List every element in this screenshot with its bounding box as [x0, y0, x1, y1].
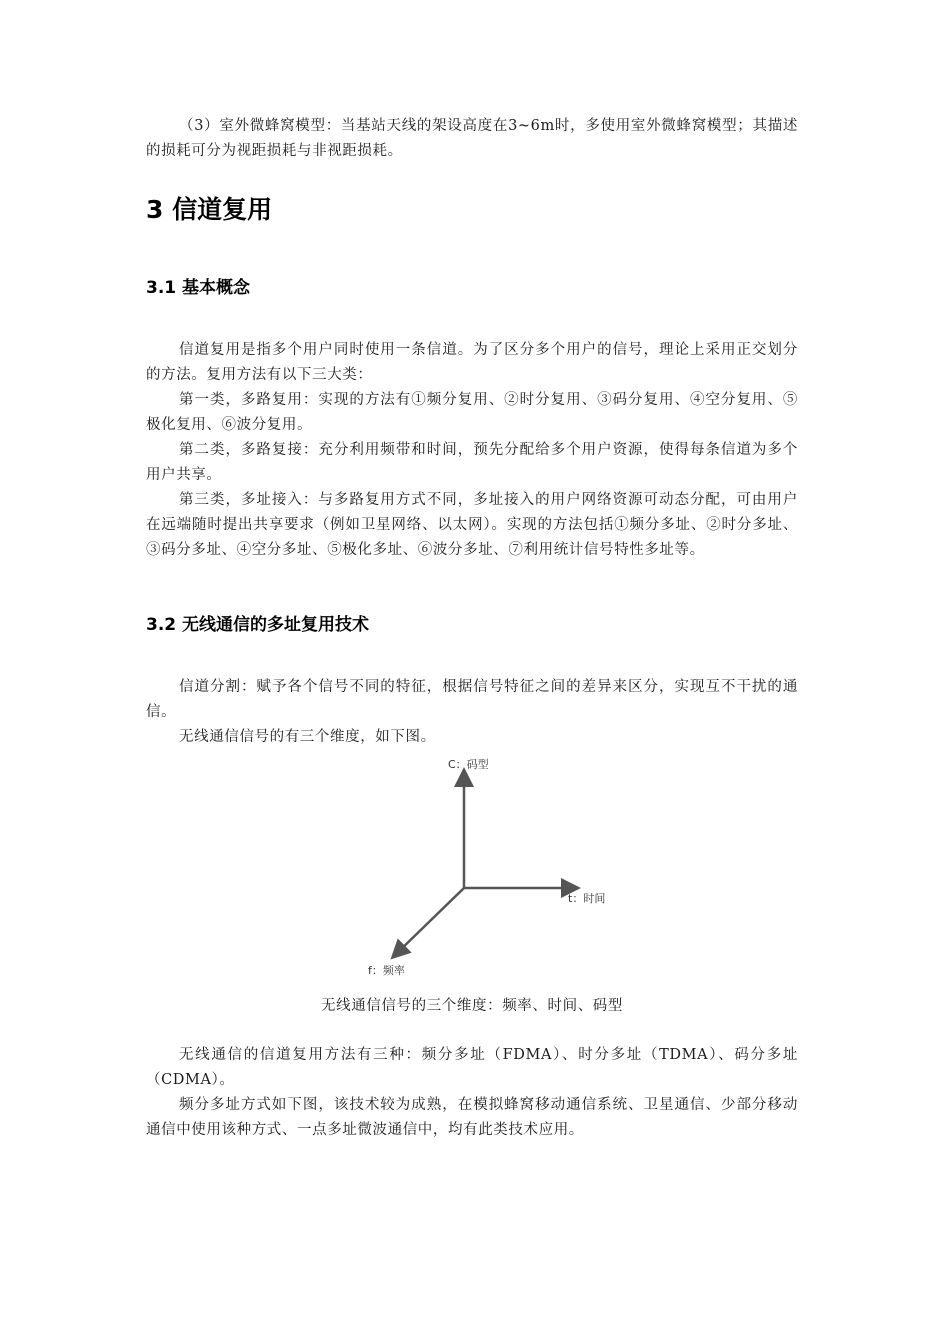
paragraph: 信道复用是指多个用户同时使用一条信道。为了区分多个用户的信号，理论上采用正交划分的方法。复用方法有以下三大类：	[146, 342, 798, 383]
section-3-1-body	[146, 338, 798, 563]
paragraph: 第一类，多路复用：实现的方法有①频分复用、②时分复用、③码分复用、④空分复用、⑤极化复用、⑥波分复用。	[146, 392, 798, 433]
f-axis-line	[394, 888, 464, 956]
section-3-2-body	[146, 675, 798, 750]
intro-paragraph: （3）室外微蜂窝模型：当基站天线的架设高度在3~6m时，多使用室外微蜂窝模型；其描述的损耗可分为视距损耗与非视距损耗。	[146, 118, 798, 159]
paragraph: 第三类，多址接入：与多路复用方式不同，多址接入的用户网络资源可动态分配，可由用户在远端随时提出共享要求（例如卫星网络、以太网）。实现的方法包括①频分多址、②时分多址、③码分多址、④空分多址、⑤极化多址、⑥波分多址、⑦利用统计信号特性多址等。	[146, 492, 798, 558]
f-axis-label: f：频率	[368, 964, 405, 977]
section-3-2-heading: 3.2 无线通信的多址复用技术	[146, 615, 370, 635]
figure-caption: 无线通信信号的三个维度：频率、时间、码型	[321, 998, 623, 1014]
three-dimension-figure	[146, 760, 798, 1000]
paragraph: 频分多址方式如下图，该技术较为成熟，在模拟蜂窝移动通信系统、卫星通信、少部分移动通信中使用该种方式、一点多址微波通信中，均有此类技术应用。	[146, 1097, 798, 1138]
document-body	[146, 114, 798, 1143]
axes-diagram	[146, 760, 798, 1000]
c-axis-label: C：码型	[448, 758, 489, 771]
paragraph: 无线通信信号的有三个维度，如下图。	[179, 729, 436, 745]
section-3-heading: 3 信道复用	[146, 195, 273, 224]
t-axis-label: t：时间	[568, 892, 606, 905]
section-3-1-heading: 3.1 基本概念	[146, 278, 251, 298]
paragraph: 信道分割：赋予各个信号不同的特征，根据信号特征之间的差异来区分，实现互不干扰的通信。	[146, 679, 798, 720]
section-3-2-after-body	[146, 1043, 798, 1143]
paragraph: 第二类，多路复接：充分利用频带和时间，预先分配给多个用户资源，使得每条信道为多个用户共享。	[146, 442, 798, 483]
paragraph: 无线通信的信道复用方法有三种：频分多址（FDMA）、时分多址（TDMA）、码分多址（CDMA）。	[146, 1047, 798, 1088]
